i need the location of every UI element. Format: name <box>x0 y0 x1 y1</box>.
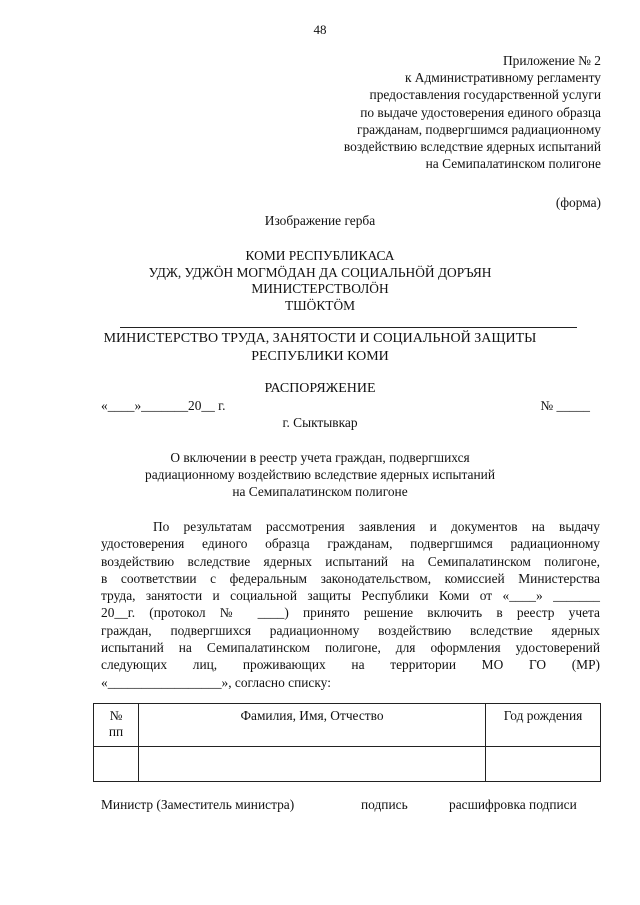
table-cell[interactable] <box>486 747 601 782</box>
appendix-line: предоставления государственной услуги <box>369 87 601 103</box>
table-row <box>94 747 601 782</box>
komi-header-line: УДЖ, УДЖӦН МОГМӦДАН ДА СОЦИАЛЬНӦЙ ДОРЪЯН <box>148 264 492 280</box>
column-year-header: Год рождения <box>486 704 601 747</box>
page-number: 48 <box>313 22 327 37</box>
date-line: «____»_______20__ г. <box>101 398 226 413</box>
table-cell[interactable] <box>94 747 139 782</box>
subject-line: О включении в реестр учета граждан, подвергшихся <box>170 450 470 465</box>
column-number-header <box>94 704 139 747</box>
body-line: труда, занятости и социальной защиты Республики Коми от «____» _______ <box>101 588 600 604</box>
form-label: (форма) <box>555 195 601 210</box>
appendix-line: на Семипалатинском полигоне <box>425 156 601 172</box>
body-paragraph <box>101 518 600 691</box>
table-header-row <box>94 704 601 747</box>
number-line: № _____ <box>540 398 590 413</box>
table-cell[interactable] <box>139 747 486 782</box>
column-name-header: Фамилия, Имя, Отчество <box>139 704 486 747</box>
appendix-line: гражданам, подвергшимся радиационному <box>356 121 601 137</box>
body-line: граждан, подвергшихся радиационному воздействию вследствие ядерных <box>101 622 600 638</box>
body-line: 20__г. (протокол № ____) принято решение включить в реестр учета <box>101 605 600 621</box>
appendix-line: воздействию вследствие ядерных испытаний <box>343 139 601 155</box>
appendix-line: Приложение № 2 <box>502 53 601 68</box>
body-line: следующих лиц, проживающих на территории МО ГО (МР) <box>101 657 600 673</box>
header-divider <box>120 327 577 328</box>
body-line: «_________________», согласно списку: <box>101 674 331 690</box>
city: г. Сыктывкар <box>282 415 358 430</box>
komi-header-line: КОМИ РЕСПУБЛИКАСА <box>245 248 395 263</box>
document-type: РАСПОРЯЖЕНИЕ <box>264 381 376 396</box>
subject <box>0 449 640 500</box>
appendix-line: по выдаче удостоверения единого образца <box>360 104 601 120</box>
ministry-header <box>0 330 640 366</box>
body-line: в соответствии с федеральным законодательством, комиссией Министерства <box>101 570 600 586</box>
registry-table <box>93 703 601 782</box>
ministry-header-line: МИНИСТЕРСТВО ТРУДА, ЗАНЯТОСТИ И СОЦИАЛЬНОЙ ЗАЩИТЫ <box>103 331 537 346</box>
signatory-position: Министр (Заместитель министра) <box>101 797 295 812</box>
body-line: испытаний на Семипалатинском полигоне, для оформления удостоверений <box>101 640 600 656</box>
body-line: воздействию вследствие ядерных испытаний на Семипалатинском полигоне, <box>101 553 600 569</box>
appendix-block <box>344 52 601 172</box>
column-number-label: № <box>109 708 123 723</box>
signature-decode-label: расшифровка подписи <box>449 797 577 812</box>
body-line: удостоверения единого образца гражданам, подвергшимся радиационному <box>101 536 600 552</box>
body-line: По результатам рассмотрения заявления и документов на выдачу <box>153 519 600 534</box>
komi-header <box>0 248 640 314</box>
subject-line: на Семипалатинском полигоне <box>232 484 408 499</box>
komi-header-line: ТШӦКТӦМ <box>284 297 356 313</box>
emblem-placeholder: Изображение герба <box>264 213 376 228</box>
subject-line: радиационному воздействию вследствие ядерных испытаний <box>145 467 495 482</box>
signature-label: подпись <box>361 797 408 812</box>
column-number-sublabel: пп <box>108 724 124 739</box>
appendix-line: к Административному регламенту <box>404 70 601 86</box>
ministry-header-line: РЕСПУБЛИКИ КОМИ <box>251 349 389 364</box>
komi-header-line: МИНИСТЕРСТВОЛӦН <box>251 281 389 297</box>
